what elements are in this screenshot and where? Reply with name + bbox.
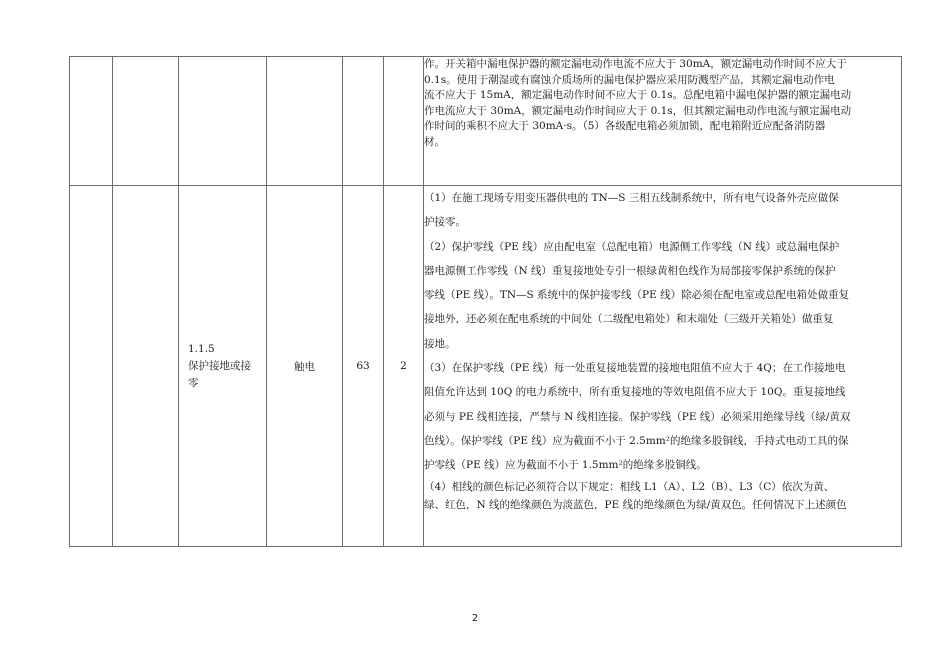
- measure-paragraph-4: （4）相线的颜色标记必须符合以下规定：相线 L1（A）、L2（B）、L3（C）依次为黄、 绿、红色，N 线的绝缘颜色为淡蓝色，PE 线的绝缘颜色为绿/黄双色。任何情况下上述颜色: [424, 480, 847, 511]
- category-cell: [113, 57, 179, 186]
- item-cell: [179, 57, 267, 186]
- score-cell: [343, 57, 384, 186]
- item-code: 1.1.5: [188, 342, 215, 355]
- page-number: 2: [471, 613, 479, 624]
- index-cell: [70, 186, 113, 547]
- measure-paragraph-3: （3）在保护零线（PE 线）每一处重复接地装置的接地电阻值不应大于 4Q；在工作接地电 阻值允许达到 10Q 的电力系统中，所有重复接地的等效电阻值不应大于 10Q。重复接地线 必须与 PE 线相连接，严禁与 N 线相连接。保护零线（PE 线）必须采用绝缘导线（绿/黄双 色线）。保护零线（PE 线）应为截面不小于 2.5mm²的绝缘多股铜线，手持式电动工具的保 护零线（PE 线）应为截面不小于 1.5mm²的绝缘多股铜线。: [424, 362, 851, 472]
- table-row: [70, 57, 902, 186]
- hazard-cell: [267, 57, 343, 186]
- level-cell: 2: [384, 186, 424, 547]
- level-cell: [384, 57, 424, 186]
- measure-paragraph-1: （1）在施工现场专用变压器供电的 TN—S 三相五线制系统中，所有电气设备外壳应做保 护接零。: [424, 192, 839, 229]
- hazard-cell: 触电: [267, 186, 343, 547]
- risk-table: [69, 56, 902, 547]
- index-cell: [70, 57, 113, 186]
- item-name: 保护接地或接 零: [188, 359, 251, 389]
- measures-cell: [424, 186, 902, 547]
- category-cell: [113, 186, 179, 547]
- measures-cell: 作。开关箱中漏电保护器的额定漏电动作电流不应大于 30mA，额定漏电动作时间不应大于 0.1s。使用于潮湿或有腐蚀介质场所的漏电保护器应采用防溅型产品，其额定漏电动作电 流不应大于 15mA，额定漏电动作时间不应大于 0.1s。总配电箱中漏电保护器的额定漏电动 作电流应大于 30mA，额定漏电动作时间应大于 0.1s，但其额定漏电动作电流与额定漏电动 作时间的乘积不应大于 30mA·s。（5）各级配电箱必须加锁，配电箱附近应配备消防器 材。: [424, 57, 902, 186]
- measure-paragraph-2: （2）保护零线（PE 线）应由配电室（总配电箱）电源侧工作零线（N 线）或总漏电保护 器电源侧工作零线（N 线）重复接地处专引一根绿黄相色线作为局部接零保护系统的保护 零线（PE 线）。TN—S 系统中的保护接零线（PE 线）除必须在配电室或总配电箱处做重复 接地外，还必须在配电系统的中间处（二级配电箱处）和末端处（三级开关箱处）做重复 接地。: [424, 240, 850, 350]
- table-row: [70, 186, 902, 547]
- item-cell: [179, 186, 267, 547]
- score-cell: 63: [343, 186, 384, 547]
